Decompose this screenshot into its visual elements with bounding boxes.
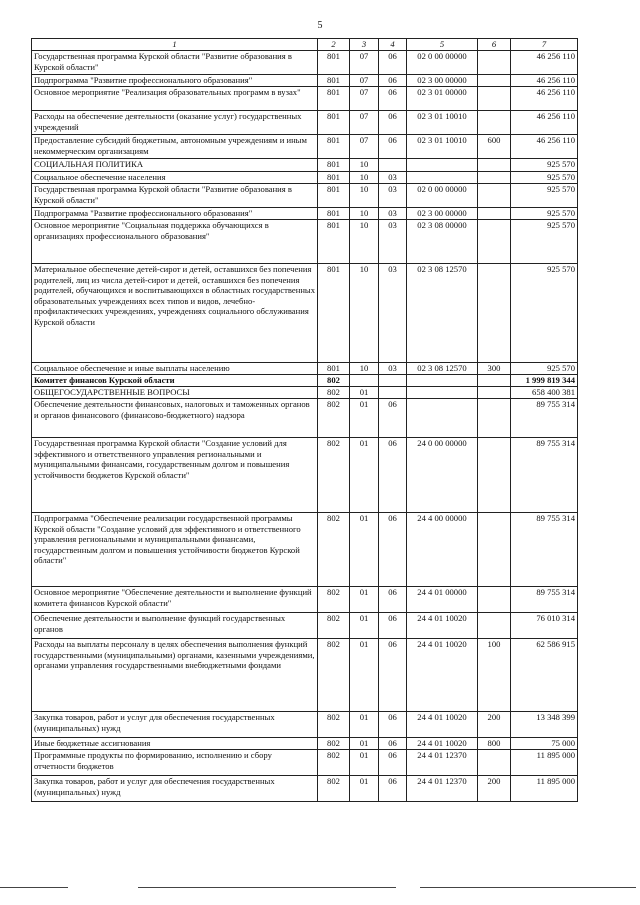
cell-col-7: 46 256 110: [511, 135, 578, 159]
cell-col-4: 03: [379, 264, 407, 363]
cell-col-1: Социальное обеспечение и иные выплаты населению: [32, 363, 318, 375]
cell-col-7: 62 586 915: [511, 639, 578, 712]
cell-col-1: Государственная программа Курской области "Создание условий для эффективного и ответственного управления региональными и муниципальными финансами, государственным долгом и повышения устойчивости бюджетов Курской области": [32, 438, 318, 513]
cell-col-1: Основное мероприятие "Обеспечение деятельности и выполнение функций комитета финансов Курской области": [32, 587, 318, 613]
cell-col-7: 925 570: [511, 159, 578, 172]
table-row: [32, 387, 578, 399]
cell-col-1: Подпрограмма "Развитие профессионального образования": [32, 208, 318, 220]
table-row: [32, 750, 578, 776]
cell-col-1: СОЦИАЛЬНАЯ ПОЛИТИКА: [32, 159, 318, 172]
cell-col-3: 07: [350, 135, 379, 159]
cell-col-5: [407, 159, 478, 172]
table-row: [32, 375, 578, 387]
footer-rule-center: [138, 887, 396, 888]
cell-col-6: [478, 51, 511, 75]
cell-col-1: Комитет финансов Курской области: [32, 375, 318, 387]
cell-col-2: 801: [318, 172, 350, 184]
cell-col-4: 06: [379, 75, 407, 87]
cell-col-2: 802: [318, 738, 350, 750]
cell-col-5: 02 3 08 00000: [407, 220, 478, 264]
cell-col-3: 01: [350, 738, 379, 750]
cell-col-7: 89 755 314: [511, 399, 578, 438]
cell-col-7: 11 895 000: [511, 776, 578, 802]
column-header: 1: [32, 39, 318, 51]
cell-col-5: 02 3 08 12570: [407, 264, 478, 363]
table-row: [32, 738, 578, 750]
cell-col-3: 01: [350, 387, 379, 399]
cell-col-2: 802: [318, 639, 350, 712]
cell-col-3: 01: [350, 438, 379, 513]
cell-col-4: 06: [379, 51, 407, 75]
cell-col-2: 801: [318, 51, 350, 75]
page-number: 5: [317, 20, 323, 31]
cell-col-2: 802: [318, 513, 350, 587]
cell-col-5: 02 0 00 00000: [407, 184, 478, 208]
cell-col-1: ОБЩЕГОСУДАРСТВЕННЫЕ ВОПРОСЫ: [32, 387, 318, 399]
table-row: [32, 172, 578, 184]
cell-col-5: [407, 172, 478, 184]
table-row: [32, 264, 578, 363]
cell-col-5: 24 4 01 10020: [407, 712, 478, 738]
table-row: [32, 184, 578, 208]
table-row: [32, 87, 578, 111]
cell-col-2: 801: [318, 111, 350, 135]
cell-col-6: [478, 375, 511, 387]
cell-col-1: Обеспечение деятельности и выполнение функций государственных органов: [32, 613, 318, 639]
cell-col-6: 200: [478, 712, 511, 738]
cell-col-7: 76 010 314: [511, 613, 578, 639]
cell-col-6: [478, 75, 511, 87]
cell-col-1: Государственная программа Курской области "Развитие образования в Курской области": [32, 184, 318, 208]
table-row: [32, 75, 578, 87]
cell-col-7: 925 570: [511, 363, 578, 375]
cell-col-3: [350, 375, 379, 387]
cell-col-4: [379, 159, 407, 172]
cell-col-4: 06: [379, 587, 407, 613]
table-row: [32, 220, 578, 264]
cell-col-5: 02 3 01 10010: [407, 135, 478, 159]
cell-col-3: 10: [350, 184, 379, 208]
cell-col-5: [407, 375, 478, 387]
cell-col-1: Расходы на обеспечение деятельности (оказание услуг) государственных учреждений: [32, 111, 318, 135]
cell-col-1: Программные продукты по формированию, исполнению и сбору отчетности бюджетов: [32, 750, 318, 776]
cell-col-4: 06: [379, 111, 407, 135]
cell-col-1: Основное мероприятие "Реализация образовательных программ в вузах": [32, 87, 318, 111]
table-row: [32, 135, 578, 159]
cell-col-6: [478, 264, 511, 363]
cell-col-2: 802: [318, 375, 350, 387]
cell-col-4: 06: [379, 399, 407, 438]
table-row: [32, 613, 578, 639]
cell-col-1: Обеспечение деятельности финансовых, налоговых и таможенных органов и органов финансового (финансово-бюджетного) надзора: [32, 399, 318, 438]
cell-col-1: Закупка товаров, работ и услуг для обеспечения государственных (муниципальных) нужд: [32, 712, 318, 738]
column-header: 6: [478, 39, 511, 51]
cell-col-4: 06: [379, 639, 407, 712]
cell-col-6: [478, 513, 511, 587]
table-row: [32, 712, 578, 738]
cell-col-6: 100: [478, 639, 511, 712]
cell-col-4: 06: [379, 438, 407, 513]
cell-col-5: 24 4 01 10020: [407, 738, 478, 750]
cell-col-4: [379, 375, 407, 387]
cell-col-7: 89 755 314: [511, 513, 578, 587]
cell-col-1: Подпрограмма "Развитие профессионального образования": [32, 75, 318, 87]
cell-col-5: 02 3 08 12570: [407, 363, 478, 375]
cell-col-5: 02 3 01 10010: [407, 111, 478, 135]
cell-col-6: [478, 750, 511, 776]
cell-col-3: 01: [350, 613, 379, 639]
header-row: [32, 39, 578, 51]
cell-col-2: 802: [318, 399, 350, 438]
cell-col-2: 801: [318, 184, 350, 208]
cell-col-2: 801: [318, 159, 350, 172]
cell-col-4: 06: [379, 513, 407, 587]
cell-col-4: 06: [379, 87, 407, 111]
cell-col-4: 06: [379, 738, 407, 750]
column-header: 4: [379, 39, 407, 51]
cell-col-2: 801: [318, 363, 350, 375]
footer-rule-left: [0, 887, 68, 888]
cell-col-3: 07: [350, 51, 379, 75]
cell-col-6: [478, 87, 511, 111]
cell-col-4: [379, 387, 407, 399]
cell-col-7: 11 895 000: [511, 750, 578, 776]
table-row: [32, 208, 578, 220]
cell-col-6: [478, 387, 511, 399]
cell-col-5: 24 4 01 10020: [407, 639, 478, 712]
cell-col-6: 600: [478, 135, 511, 159]
cell-col-5: 24 4 01 12370: [407, 776, 478, 802]
column-header: 7: [511, 39, 578, 51]
cell-col-6: [478, 613, 511, 639]
cell-col-2: 801: [318, 220, 350, 264]
cell-col-7: 89 755 314: [511, 587, 578, 613]
cell-col-7: 46 256 110: [511, 51, 578, 75]
cell-col-4: 06: [379, 712, 407, 738]
cell-col-1: Предоставление субсидий бюджетным, автономным учреждениям и иным некоммерческим организациям: [32, 135, 318, 159]
cell-col-3: 01: [350, 639, 379, 712]
cell-col-5: 24 4 01 00000: [407, 587, 478, 613]
cell-col-2: 802: [318, 387, 350, 399]
cell-col-5: 24 4 01 12370: [407, 750, 478, 776]
column-header: 2: [318, 39, 350, 51]
cell-col-6: [478, 111, 511, 135]
cell-col-4: 06: [379, 776, 407, 802]
table-row: [32, 587, 578, 613]
cell-col-5: 02 3 01 00000: [407, 87, 478, 111]
cell-col-7: 13 348 399: [511, 712, 578, 738]
table-row: [32, 639, 578, 712]
cell-col-7: 925 570: [511, 208, 578, 220]
footer-rule-right: [420, 887, 636, 888]
table-row: [32, 776, 578, 802]
table-row: [32, 159, 578, 172]
cell-col-2: 801: [318, 75, 350, 87]
cell-col-3: 01: [350, 513, 379, 587]
cell-col-3: 07: [350, 111, 379, 135]
cell-col-7: 1 999 819 344: [511, 375, 578, 387]
cell-col-3: 01: [350, 399, 379, 438]
table-row: [32, 438, 578, 513]
table-body: [32, 51, 578, 802]
cell-col-5: 24 4 00 00000: [407, 513, 478, 587]
table-row: [32, 513, 578, 587]
cell-col-6: [478, 208, 511, 220]
cell-col-1: Государственная программа Курской области "Развитие образования в Курской области": [32, 51, 318, 75]
cell-col-3: 01: [350, 712, 379, 738]
cell-col-6: [478, 184, 511, 208]
cell-col-4: 06: [379, 750, 407, 776]
cell-col-6: [478, 438, 511, 513]
cell-col-7: 89 755 314: [511, 438, 578, 513]
cell-col-4: 03: [379, 208, 407, 220]
cell-col-1: Иные бюджетные ассигнования: [32, 738, 318, 750]
table-row: [32, 111, 578, 135]
table-row: [32, 51, 578, 75]
cell-col-2: 801: [318, 135, 350, 159]
column-header: 5: [407, 39, 478, 51]
cell-col-2: 801: [318, 264, 350, 363]
cell-col-7: 925 570: [511, 184, 578, 208]
cell-col-3: 07: [350, 87, 379, 111]
cell-col-2: 802: [318, 613, 350, 639]
cell-col-7: 46 256 110: [511, 87, 578, 111]
cell-col-7: 925 570: [511, 172, 578, 184]
cell-col-5: 02 3 00 00000: [407, 75, 478, 87]
cell-col-3: 10: [350, 220, 379, 264]
cell-col-4: 03: [379, 184, 407, 208]
cell-col-4: 06: [379, 613, 407, 639]
cell-col-7: 75 000: [511, 738, 578, 750]
cell-col-7: 925 570: [511, 220, 578, 264]
cell-col-2: 802: [318, 712, 350, 738]
cell-col-6: [478, 159, 511, 172]
cell-col-1: Закупка товаров, работ и услуг для обеспечения государственных (муниципальных) нужд: [32, 776, 318, 802]
cell-col-7: 925 570: [511, 264, 578, 363]
cell-col-5: 02 3 00 00000: [407, 208, 478, 220]
cell-col-7: 658 400 381: [511, 387, 578, 399]
cell-col-7: 46 256 110: [511, 111, 578, 135]
cell-col-1: Подпрограмма "Обеспечение реализации государственной программы Курской области "Создание условий для эффективного и ответственного управления региональными и муниципальными финансами, государственным долгом и повышения устойчивости бюджетов Курской области": [32, 513, 318, 587]
cell-col-6: 300: [478, 363, 511, 375]
cell-col-6: 200: [478, 776, 511, 802]
cell-col-2: 802: [318, 438, 350, 513]
cell-col-6: [478, 399, 511, 438]
cell-col-2: 801: [318, 208, 350, 220]
cell-col-5: [407, 399, 478, 438]
cell-col-5: 24 4 01 10020: [407, 613, 478, 639]
cell-col-6: [478, 587, 511, 613]
cell-col-1: Основное мероприятие "Социальная поддержка обучающихся в организациях профессионального образования": [32, 220, 318, 264]
table-row: [32, 399, 578, 438]
column-header: 3: [350, 39, 379, 51]
cell-col-5: [407, 387, 478, 399]
cell-col-3: 10: [350, 159, 379, 172]
cell-col-4: 03: [379, 172, 407, 184]
cell-col-5: 24 0 00 00000: [407, 438, 478, 513]
budget-table: [31, 38, 578, 802]
cell-col-5: 02 0 00 00000: [407, 51, 478, 75]
cell-col-3: 10: [350, 264, 379, 363]
cell-col-1: Материальное обеспечение детей-сирот и детей, оставшихся без попечения родителей, лиц из числа детей-сирот и детей, оставшихся без попечения родителей, обучающихся и воспитывающихся в областных государственных образовательных учреждениях всех типов и видов, лечебно-профилактических учреждениях, учреждениях социального обслуживания Курской области: [32, 264, 318, 363]
cell-col-3: 01: [350, 587, 379, 613]
cell-col-2: 802: [318, 587, 350, 613]
cell-col-3: 10: [350, 208, 379, 220]
cell-col-1: Расходы на выплаты персоналу в целях обеспечения выполнения функций государственными (муниципальными) органами, казенными учреждениями, органами управления государственными внебюджетными фондами: [32, 639, 318, 712]
cell-col-3: 10: [350, 172, 379, 184]
cell-col-7: 46 256 110: [511, 75, 578, 87]
cell-col-4: 06: [379, 135, 407, 159]
cell-col-2: 802: [318, 776, 350, 802]
table-row: [32, 363, 578, 375]
cell-col-3: 01: [350, 776, 379, 802]
cell-col-6: [478, 220, 511, 264]
cell-col-2: 802: [318, 750, 350, 776]
cell-col-1: Социальное обеспечение населения: [32, 172, 318, 184]
cell-col-2: 801: [318, 87, 350, 111]
cell-col-4: 03: [379, 220, 407, 264]
cell-col-6: [478, 172, 511, 184]
cell-col-4: 03: [379, 363, 407, 375]
cell-col-6: 800: [478, 738, 511, 750]
cell-col-3: 07: [350, 75, 379, 87]
cell-col-3: 01: [350, 750, 379, 776]
cell-col-3: 10: [350, 363, 379, 375]
